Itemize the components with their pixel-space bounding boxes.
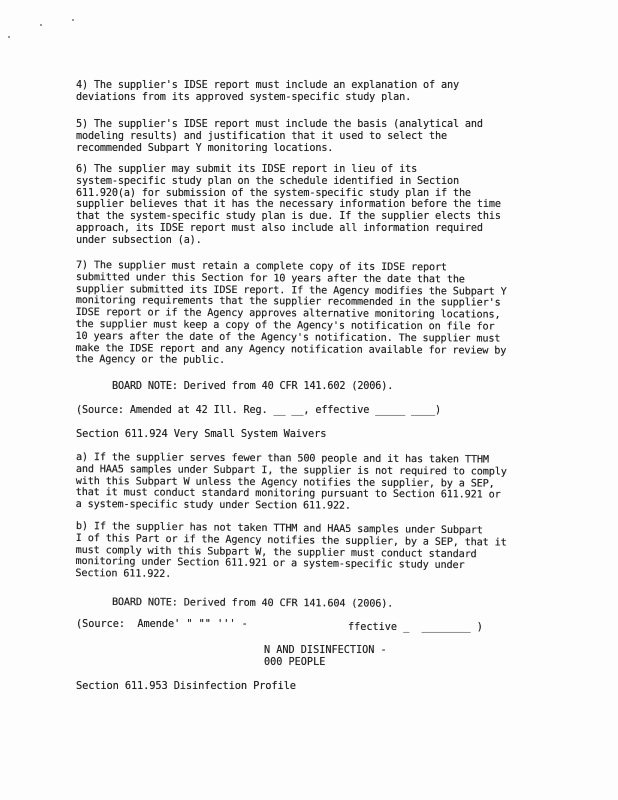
source-note-2-left: (Source: Amende' " "" ''' - [76,619,248,630]
paragraph-7: 7) The supplier must retain a complete copy of its IDSE report submitted under this Section for 10 years after the date that the supplier submitted its IDSE report. If the Agency modifies the Subpart Y monitoring requirements that the supplier recommended in the supplier's IDSE report or if the Agency approves alternative monitoring locations, the supplier must keep a copy of the Agency's notification on file for 10 years after the date of the Agency's notification. The supplier must make the IDSE report and any Agency notification available for review by the Agency or the public. [75,260,507,367]
board-note-1: BOARD NOTE: Derived from 40 CFR 141.602 (2006). [112,381,394,392]
paragraph-b: b) If the supplier has not taken TTHM and HAA5 samples under Subpart I of this Part or if the Agency notifies the supplier, by a SEP, that it must comply with this Subpart W, the supplier must conduct standard monitoring under Section 611.921 or a system-specific study under Section 611.922. [75,521,507,581]
section-heading-611-953: Section 611.953 Disinfection Profile [76,680,296,692]
paragraph-5: 5) The supplier's IDSE report must include the basis (analytical and modeling results) and justification that it used to select the recommended Subpart Y monitoring locations. [76,119,483,154]
heading-fragment-2: 000 PEOPLE [264,657,326,668]
paragraph-4: 4) The supplier's IDSE report must include an explanation of any deviations from its approved system-specific study plan. [76,80,459,103]
scan-speck [72,19,74,21]
paragraph-a: a) If the supplier serves fewer than 500 people and it has taken TTHM and HAA5 samples under Subpart I, the supplier is not required to comply with this Subpart W unless the Agency notifies the supplier, by a SEP, that it must conduct standard monitoring pursuant to Section 611.921 or a system-specific study under Section 611.922. [75,452,507,512]
paragraph-6: 6) The supplier may submit its IDSE report in lieu of its system-specific study plan on the schedule identified in Section 611.920(a) for submission of the system-specific study plan if the supplier believes that it has the necessary information before the time that the system-specific study plan is due. If the supplier elects this approach, its IDSE report must also include all information required under subsection (a). [76,164,501,246]
scan-speck [8,36,10,38]
scan-speck [40,24,42,26]
source-note-1: (Source: Amended at 42 Ill. Reg. __ __, effective _____ ____) [76,405,441,416]
heading-fragment-1: N AND DISINFECTION - [264,645,387,656]
source-note-2-right: ffective _ ________ ) [348,622,483,633]
board-note-2: BOARD NOTE: Derived from 40 CFR 141.604 (2006). [111,597,394,610]
section-heading-611-924: Section 611.924 Very Small System Waivers [76,428,327,440]
